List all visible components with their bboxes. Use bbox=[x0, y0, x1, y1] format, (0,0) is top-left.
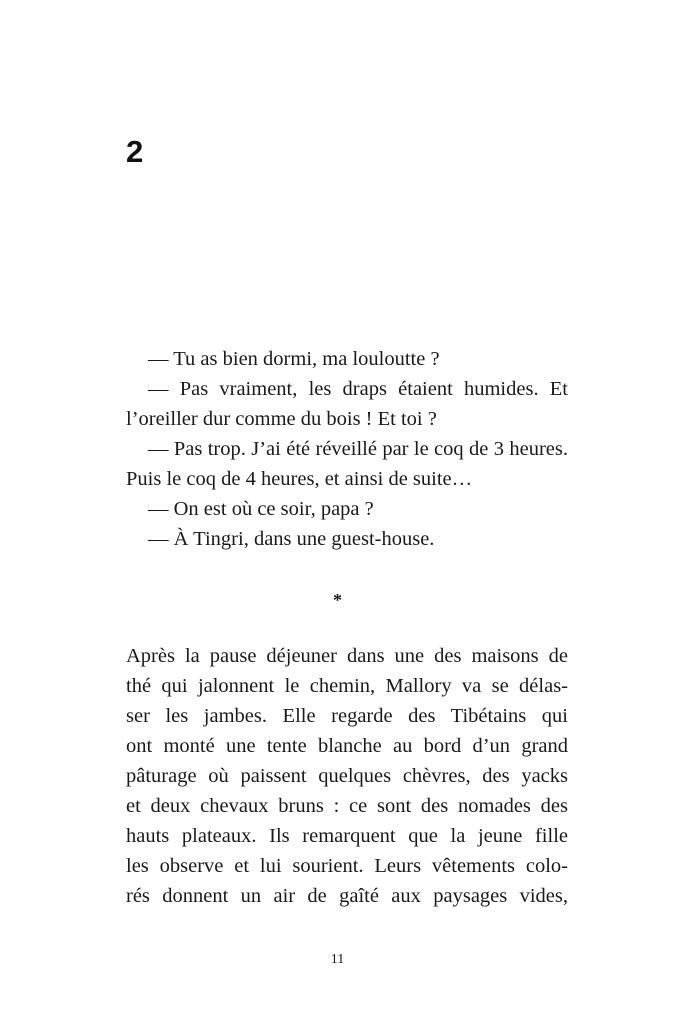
paragraph-line: ser les jambes. Elle regarde des Tibétains qui bbox=[126, 705, 568, 727]
paragraph-line: les observe et lui sourient. Leurs vêtements colo- bbox=[126, 855, 568, 877]
section-separator: * bbox=[333, 590, 342, 610]
dialogue-line: — Pas vraiment, les draps étaient humides. Et bbox=[148, 378, 568, 400]
narrative-paragraph bbox=[126, 641, 568, 911]
paragraph-line: et deux chevaux bruns : ce sont des nomades des bbox=[126, 795, 568, 817]
paragraph-line: thé qui jalonnent le chemin, Mallory va se délas- bbox=[126, 675, 568, 697]
paragraph-line: Après la pause déjeuner dans une des maisons de bbox=[126, 645, 568, 667]
paragraph-line: pâturage où paissent quelques chèvres, des yacks bbox=[126, 765, 568, 787]
chapter-number: 2 bbox=[126, 134, 144, 169]
dialogue-line: — À Tingri, dans une guest-house. bbox=[148, 528, 435, 550]
paragraph-line: hauts plateaux. Ils remarquent que la jeune fille bbox=[126, 825, 568, 847]
paragraph-line: rés donnent un air de gaîté aux paysages vides, bbox=[126, 885, 568, 907]
dialogue-line: l’oreiller dur comme du bois ! Et toi ? bbox=[126, 408, 437, 430]
page-number: 11 bbox=[330, 952, 345, 967]
dialogue-line: — Pas trop. J’ai été réveillé par le coq de 3 heures. bbox=[148, 438, 568, 460]
dialogue-line: Puis le coq de 4 heures, et ainsi de suite… bbox=[126, 468, 473, 490]
dialogue-line: — Tu as bien dormi, ma louloutte ? bbox=[148, 348, 440, 370]
paragraph-line: ont monté une tente blanche au bord d’un grand bbox=[126, 735, 568, 757]
dialogue-block bbox=[126, 344, 568, 554]
dialogue-line: — On est où ce soir, papa ? bbox=[148, 498, 374, 520]
